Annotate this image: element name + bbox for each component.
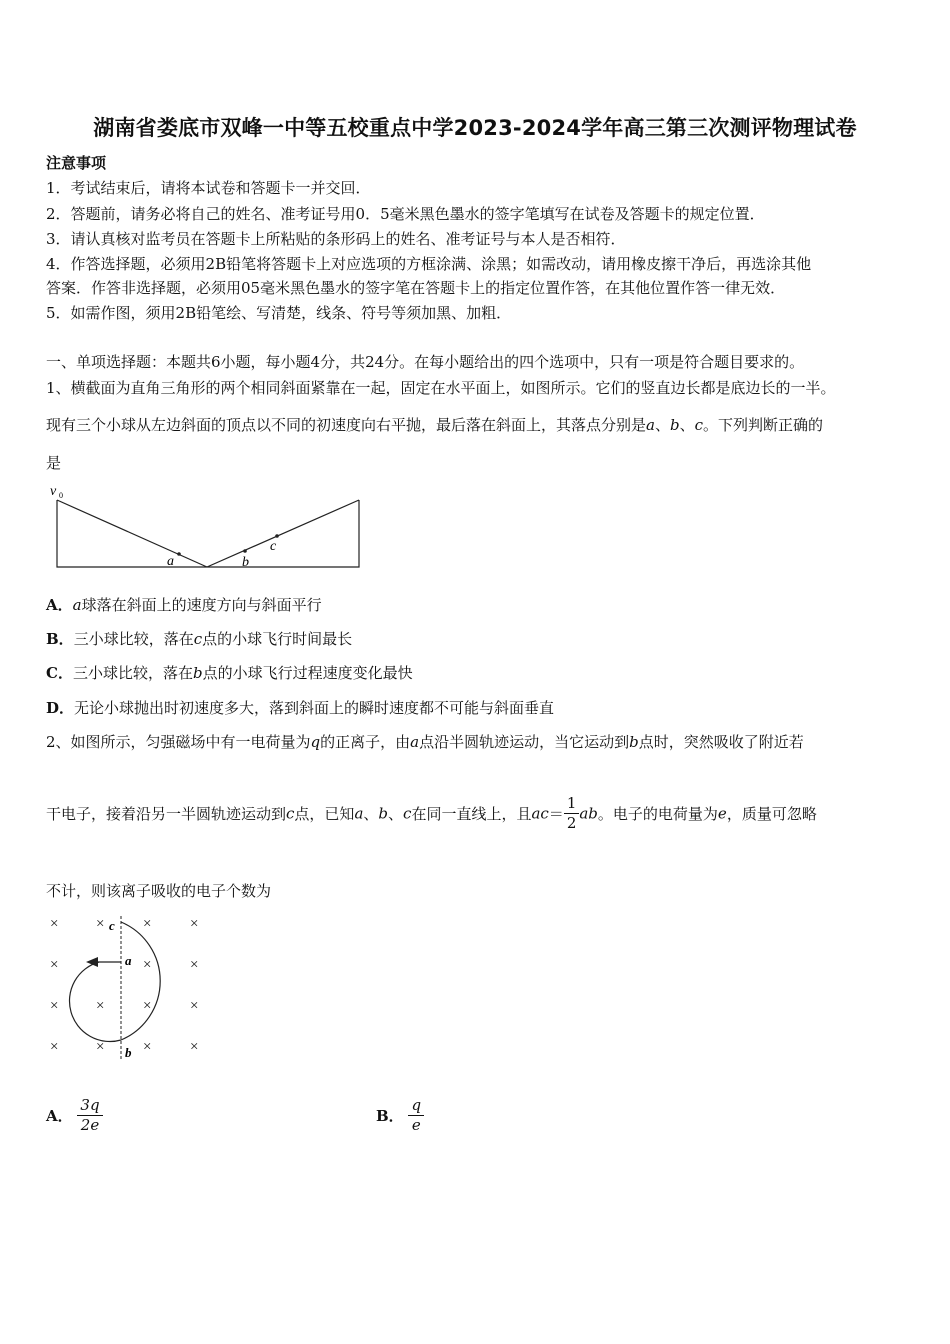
q2-option-b: B． $\frac{q}{e}$ [376, 1096, 424, 1135]
svg-text:×: × [96, 916, 105, 932]
v0-subscript: 0 [59, 491, 63, 500]
notice-item: 1．考试结束后，请将本试卷和答题卡一并交回． [46, 179, 371, 197]
fraction-3q-2e: $\frac{3q}{2e}$ [77, 1096, 102, 1135]
svg-text:×: × [143, 998, 152, 1014]
svg-text:×: × [190, 1039, 199, 1055]
point-c-label: c [270, 539, 277, 554]
svg-text:×: × [190, 957, 199, 973]
left-slope [57, 500, 207, 567]
point-b-dot [243, 549, 247, 553]
notice-item: 3．请认真核对监考员在答题卡上所粘贴的条形码上的姓名、准考证号与本人是否相符． [46, 230, 626, 248]
point-a-dot [177, 552, 181, 556]
fraction-q-e: $\frac{q}{e}$ [408, 1096, 424, 1135]
option-a: A．a球落在斜面上的速度方向与斜面平行 [46, 596, 322, 614]
v0-label: v [50, 484, 57, 499]
notice-item: 2．答题前，请务必将自己的姓名、准考证号用0．5毫米黑色墨水的签字笔填写在试卷及答题卡的规定位置． [46, 205, 765, 223]
question-2-line-2: 干电子，接着沿另一半圆轨迹运动到c点，已知a、b、c在同一直线上，且ac＝ $\frac{1}{2}$ ab。电子的电荷量为e，质量可忽略 [46, 794, 817, 832]
svg-text:×: × [50, 1039, 59, 1055]
svg-text:×: × [143, 1039, 152, 1055]
point-c-dot [275, 534, 279, 538]
notice-item: 4．作答选择题，必须用2B铅笔将答题卡上对应选项的方框涂满、涂黑；如需改动，请用橡皮擦干净后，再选涂其他 [46, 255, 812, 273]
notice-item: 5．如需作图，须用2B铅笔绘、写清楚，线条、符号等须加黑、加粗． [46, 304, 512, 322]
page-title: 湖南省娄底市双峰一中等五校重点中学2023-2024学年高三第三次测评物理试卷 [93, 116, 857, 140]
fraction-one-half: $\frac{1}{2}$ [564, 794, 580, 833]
inclined-planes-figure [44, 478, 374, 578]
question-1-line-3: 是 [46, 454, 62, 472]
option-c: C．三小球比较，落在b点的小球飞行过程速度变化最快 [46, 664, 413, 682]
point-b-label: b [242, 555, 249, 570]
svg-text:×: × [50, 916, 59, 932]
right-slope [207, 500, 359, 567]
svg-text:×: × [50, 957, 59, 973]
option-d: D．无论小球抛出时初速度多大，落到斜面上的瞬时速度都不可能与斜面垂直 [46, 699, 555, 717]
question-1-line-1: 1、横截面为直角三角形的两个相同斜面紧靠在一起，固定在水平面上，如图所示。它们的竖直边长都是底边长的一半。 [46, 379, 836, 397]
large-semicircle [121, 922, 160, 1040]
notice-heading: 注意事项 [46, 154, 107, 172]
point-c-label: c [109, 918, 115, 933]
svg-text:×: × [50, 998, 59, 1014]
question-2-line-3: 不计，则该离子吸收的电子个数为 [46, 882, 272, 900]
magnetic-field-figure [44, 908, 224, 1066]
svg-text:×: × [96, 998, 105, 1014]
q2-option-a: A． $\frac{3q}{2e}$ [46, 1096, 103, 1135]
point-b-label: b [125, 1045, 132, 1060]
point-a-label: a [167, 554, 174, 569]
svg-text:×: × [143, 957, 152, 973]
section-heading: 一、单项选择题：本题共6小题，每小题4分，共24分。在每小题给出的四个选项中，只有一项是符合题目要求的。 [46, 353, 805, 371]
svg-text:×: × [96, 1039, 105, 1055]
svg-text:×: × [143, 916, 152, 932]
question-2-line-1: 2、如图所示，匀强磁场中有一电荷量为q的正离子，由a点沿半圆轨迹运动，当它运动到b点时，突然吸收了附近若 [46, 733, 804, 751]
svg-text:×: × [190, 998, 199, 1014]
option-b: B．三小球比较，落在c点的小球飞行时间最长 [46, 630, 353, 648]
arrow-head-icon [86, 957, 98, 967]
planes-outline [57, 500, 359, 567]
question-1-line-2: 现有三个小球从左边斜面的顶点以不同的初速度向右平抛，最后落在斜面上，其落点分别是a、b、c。下列判断正确的 [46, 416, 824, 434]
point-a-label: a [125, 953, 132, 968]
notice-item: 答案．作答非选择题，必须用05毫米黑色墨水的签字笔在答题卡上的指定位置作答，在其他位置作答一律无效． [46, 279, 786, 297]
svg-text:×: × [190, 916, 199, 932]
